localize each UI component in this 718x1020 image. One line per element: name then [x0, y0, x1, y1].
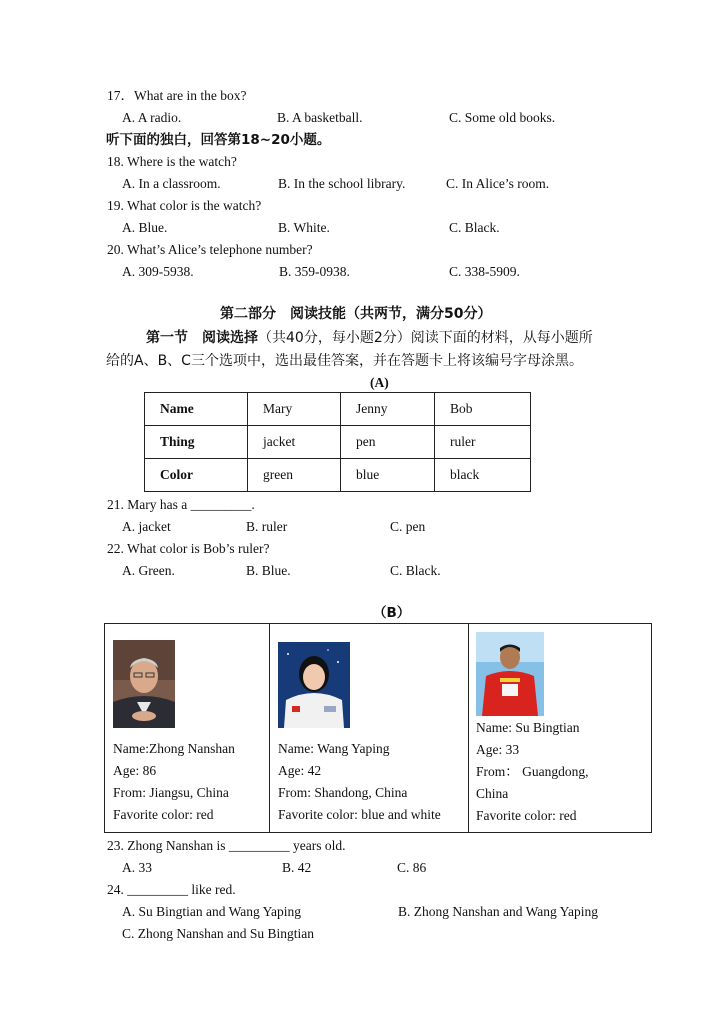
- table-cell: Color: [145, 459, 248, 492]
- table-cell: Name: [145, 393, 248, 426]
- q18-stem: 18. Where is the watch?: [107, 154, 237, 169]
- table-cell: Jenny: [341, 393, 435, 426]
- table-cell: pen: [341, 426, 435, 459]
- q18-option-b: B. In the school library.: [278, 176, 406, 191]
- q17-option-b: B. A basketball.: [277, 110, 363, 125]
- q19-option-c: C. Black.: [449, 220, 500, 235]
- table-cell: ruler: [435, 426, 531, 459]
- q23-option-b: B. 42: [282, 860, 312, 875]
- passage-a-label: (A): [370, 375, 389, 390]
- passage-b-card-table: [104, 623, 652, 833]
- card-favorite-color: Favorite color: red: [113, 807, 214, 822]
- card-name: Name: Su Bingtian: [476, 720, 580, 735]
- card-favorite-color: Favorite color: blue and white: [278, 807, 441, 822]
- card-name: Name:Zhong Nanshan: [113, 741, 235, 756]
- divider: [468, 624, 469, 832]
- divider: [269, 624, 270, 832]
- monologue-instruction: 听下面的独白，回答第18~20小题。: [106, 132, 331, 148]
- card-from-continued: China: [476, 786, 509, 801]
- q17-option-a: A. A radio.: [122, 110, 182, 125]
- q20-option-b: B. 359-0938.: [279, 264, 350, 279]
- q24-option-a: A. Su Bingtian and Wang Yaping: [122, 904, 302, 919]
- card-zhong-nanshan: [113, 738, 235, 826]
- table-cell: Mary: [248, 393, 341, 426]
- table-cell: green: [248, 459, 341, 492]
- table-row: [145, 393, 531, 426]
- q20-stem: 20. What’s Alice’s telephone number?: [107, 242, 313, 257]
- passage-b-label: （B）: [373, 605, 411, 621]
- photo-su-bingtian: [476, 632, 544, 716]
- card-name: Name: Wang Yaping: [278, 741, 390, 756]
- q18-option-a: A. In a classroom.: [122, 176, 221, 191]
- table-cell: jacket: [248, 426, 341, 459]
- part2-title: 第二部分 阅读技能（共两节，满分50分）: [220, 306, 492, 322]
- table-row: [145, 426, 531, 459]
- table-row: [145, 459, 531, 492]
- q19-option-b: B. White.: [278, 220, 330, 235]
- card-from: From： Guangdong,: [476, 764, 589, 779]
- q23-option-c: C. 86: [397, 860, 427, 875]
- q24-option-c: C. Zhong Nanshan and Su Bingtian: [122, 926, 314, 941]
- card-from: From: Jiangsu, China: [113, 785, 229, 800]
- photo-zhong-nanshan: [113, 640, 175, 728]
- table-cell: Thing: [145, 426, 248, 459]
- card-age: Age: 86: [113, 763, 157, 778]
- q21-stem: 21. Mary has a _________.: [107, 497, 255, 512]
- q21-option-a: A. jacket: [122, 519, 171, 534]
- q23-option-a: A. 33: [122, 860, 152, 875]
- section1-line1: [146, 329, 593, 347]
- card-age: Age: 42: [278, 763, 322, 778]
- section1-line2: 给的A、B、C三个选项中，选出最佳答案，并在答题卡上将该编号字母涂黑。: [106, 353, 583, 369]
- q20-option-c: C. 338-5909.: [449, 264, 520, 279]
- section1-lead: 第一节 阅读选择: [146, 330, 258, 346]
- card-su-bingtian: [476, 717, 589, 827]
- photo-wang-yaping: [278, 642, 350, 728]
- q17-stem: 17．What are in the box?: [107, 88, 247, 103]
- q18-option-c: C. In Alice’s room.: [446, 176, 550, 191]
- table-cell: black: [435, 459, 531, 492]
- q17-option-c: C. Some old books.: [449, 110, 556, 125]
- q22-stem: 22. What color is Bob’s ruler?: [107, 541, 270, 556]
- card-from: From: Shandong, China: [278, 785, 408, 800]
- section1-line1-rest: （共40分，每小题2分）阅读下面的材料，从每小题所: [258, 330, 593, 346]
- q21-option-c: C. pen: [390, 519, 426, 534]
- q24-stem: 24. _________ like red.: [107, 882, 236, 897]
- q23-stem: 23. Zhong Nanshan is _________ years old.: [107, 838, 346, 853]
- q21-option-b: B. ruler: [246, 519, 288, 534]
- q22-option-c: C. Black.: [390, 563, 441, 578]
- table-cell: Bob: [435, 393, 531, 426]
- table-cell: blue: [341, 459, 435, 492]
- q22-option-b: B. Blue.: [246, 563, 291, 578]
- q20-option-a: A. 309-5938.: [122, 264, 194, 279]
- card-favorite-color: Favorite color: red: [476, 808, 577, 823]
- card-age: Age: 33: [476, 742, 520, 757]
- q24-option-b: B. Zhong Nanshan and Wang Yaping: [398, 904, 599, 919]
- passage-a-table: [144, 392, 531, 492]
- q22-option-a: A. Green.: [122, 563, 175, 578]
- q19-option-a: A. Blue.: [122, 220, 168, 235]
- q19-stem: 19. What color is the watch?: [107, 198, 262, 213]
- card-wang-yaping: [278, 738, 441, 826]
